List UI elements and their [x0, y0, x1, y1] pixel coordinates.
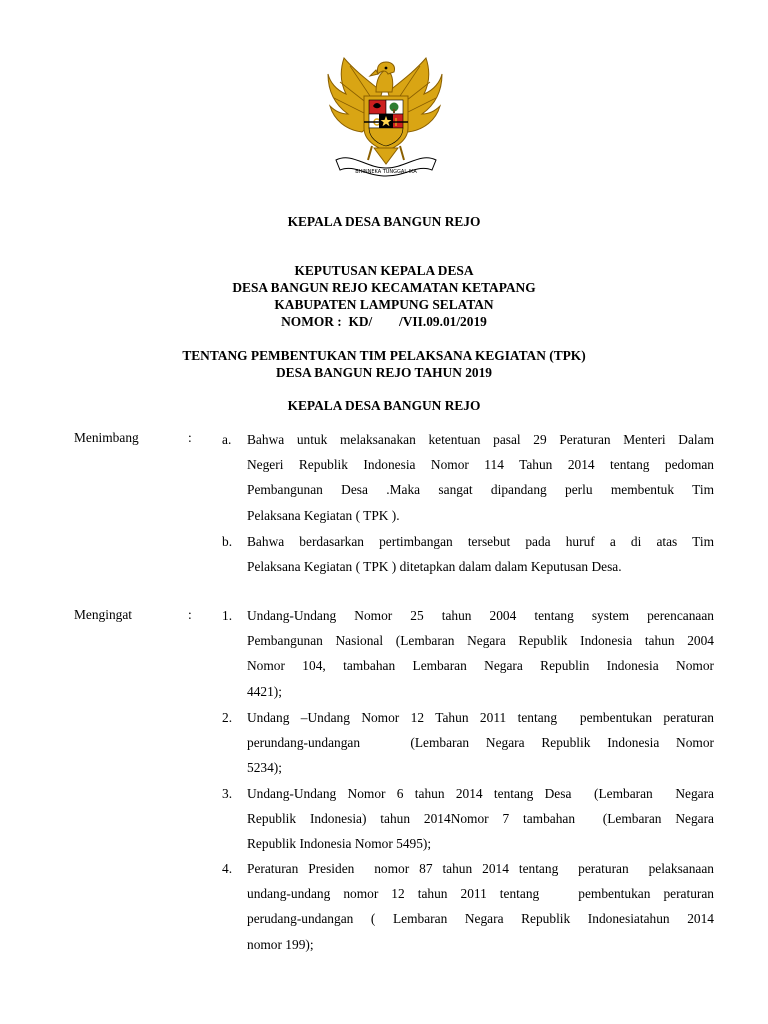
menimbang-label: Menimbang: [74, 430, 139, 445]
decree-regency-line: KABUPATEN LAMPUNG SELATAN: [274, 297, 494, 312]
mengingat-label: Mengingat: [74, 607, 133, 622]
item-text: Undang-Undang Nomor 25 tahun 2004 tentang system perencanaan Pembangunan Nasional (Lembaran Negara Republik Indonesia tahun 2004 Nomor 104, tambahan Lembaran Negara Republin Indonesia Nomor 4421);: [247, 608, 714, 699]
item-text: Bahwa berdasarkan pertimbangan tersebut pada huruf a di atas Tim Pelaksana Kegiatan ( TPK ) ditetapkan dalam dalam Keputusan Desa.: [247, 534, 714, 575]
menimbang-colon: :: [188, 430, 192, 445]
subject-line: TENTANG PEMBENTUKAN TIM PELAKSANA KEGIATAN (TPK): [182, 348, 586, 363]
item-text: Bahwa untuk melaksanakan ketentuan pasal 29 Peraturan Menteri Dalam Negeri Republik Indonesia Nomor 114 Tahun 2014 tentang pedoman Pembangunan Desa .Maka sangat dipandang perlu membentuk Tim Pelaksana Kegiatan ( TPK ).: [247, 432, 714, 523]
item-marker: b.: [222, 534, 233, 549]
item-marker: 4.: [222, 861, 233, 876]
decree-title: KEPUTUSAN KEPALA DESA: [294, 263, 474, 278]
item-marker: a.: [222, 432, 232, 447]
item-text: Undang-Undang Nomor 6 tahun 2014 tentang Desa (Lembaran Negara Republik Indonesia) tahun 2014Nomor 7 tambahan (Lembaran Negara Republik Indonesia Nomor 5495);: [247, 786, 714, 852]
official-title: KEPALA DESA BANGUN REJO: [287, 214, 481, 229]
item-marker: 3.: [222, 786, 233, 801]
garuda-pancasila-emblem-icon: [326, 52, 444, 184]
item-marker: 2.: [222, 710, 233, 725]
item-marker: 1.: [222, 608, 233, 623]
decree-village-line: DESA BANGUN REJO KECAMATAN KETAPANG: [232, 280, 536, 295]
mengingat-colon: :: [188, 607, 192, 622]
decree-number: NOMOR : KD/ /VII.09.01/2019: [281, 314, 487, 329]
subject-year-line: DESA BANGUN REJO TAHUN 2019: [275, 365, 492, 380]
emblem-motto: BHINNEKA TUNGGAL IKA: [355, 169, 417, 175]
item-text: Peraturan Presiden nomor 87 tahun 2014 tentang peraturan pelaksanaan undang-undang nomor 12 tahun 2011 tentang pembentukan peraturan perudang-undangan ( Lembaran Negara Republik Indonesiatahun 2014 nomor 199);: [247, 861, 714, 952]
issuer-title: KEPALA DESA BANGUN REJO: [287, 398, 481, 413]
item-text: Undang –Undang Nomor 12 Tahun 2011 tentang pembentukan peraturan perundang-undangan (Lembaran Negara Republik Indonesia Nomor 5234);: [247, 710, 714, 776]
